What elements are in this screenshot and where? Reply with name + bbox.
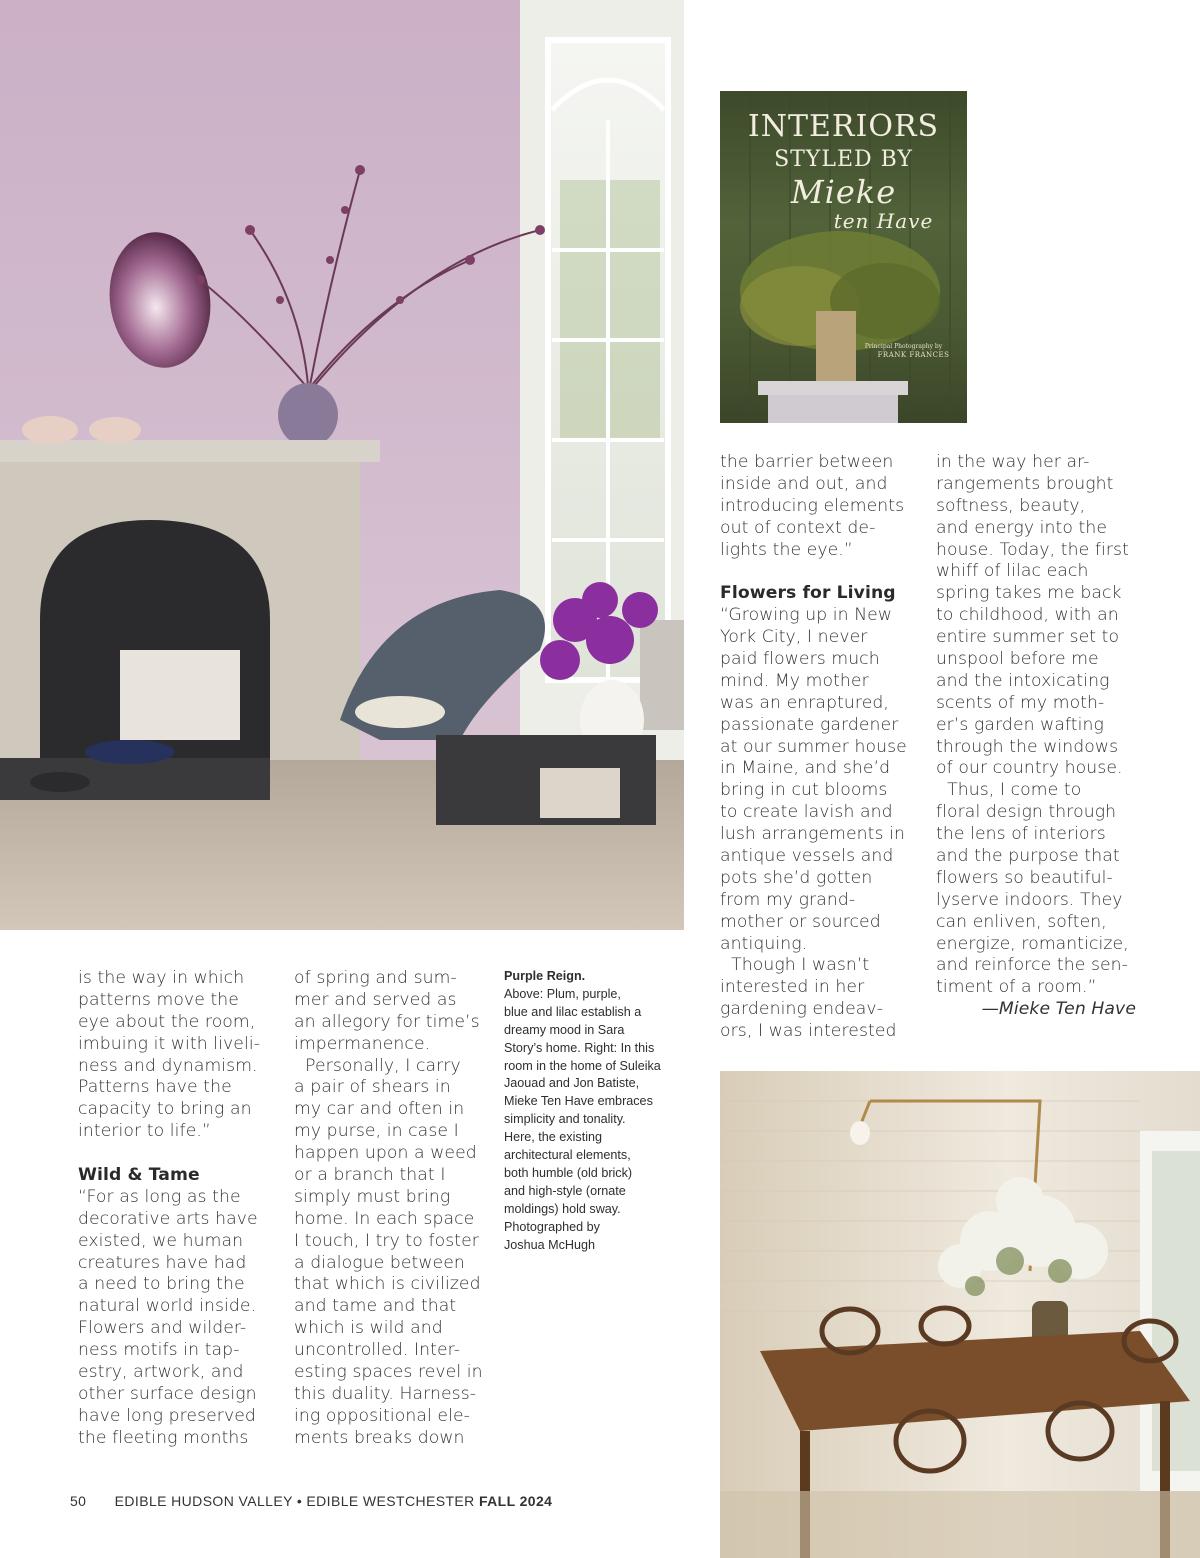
body-line: a pair of shears in [294,1077,451,1098]
body-line: at our summer house [720,736,907,757]
caption-line: simplicity and tonality. [504,1112,626,1127]
body-line: lyserve indoors. They [936,889,1123,910]
spacer-line [720,561,920,583]
body-line: ness motifs in tap- [78,1340,240,1361]
caption-title: Purple Reign. [504,969,586,983]
body-line: ing oppositional ele- [294,1405,470,1426]
body-line: Thus, I come to [936,780,1082,801]
dining-room-illustration [720,1071,1200,1558]
body-line: esting spaces revel in [294,1362,483,1383]
body-line: “Growing up in New [720,605,893,626]
caption-line: Joshua McHugh [504,1237,596,1252]
body-line: to childhood, with an [936,605,1119,626]
body-line: creatures have had [78,1252,247,1273]
body-line: mer and served as [294,989,457,1010]
caption-line: blue and lilac establish a [504,1004,642,1019]
body-line: a need to bring the [78,1274,245,1295]
body-line: ors, I was interested [720,1021,897,1042]
body-line: er’s garden wafting [936,714,1104,735]
body-line: of our country house. [936,758,1123,779]
body-line: decorative arts have [78,1208,258,1229]
body-line: have long preserved [78,1405,256,1426]
body-line: antique vessels and [720,846,894,867]
body-line: existed, we human [78,1230,244,1251]
body-column-left-b [294,968,494,1450]
body-line: paid flowers much [720,649,880,670]
body-line: Though I wasn’t [720,955,870,976]
body-line: passionate gardener [720,714,899,735]
living-room-photo [0,0,684,930]
body-line: other surface design [78,1383,257,1404]
book-credit-name: FRANK FRANCES [877,351,950,359]
body-line: from my grand- [720,889,856,910]
body-column-left-a [78,968,278,1450]
body-line: and reinforce the sen- [936,955,1128,976]
section-heading-flowers-for-living: Flowers for Living [720,583,896,604]
body-line: this duality. Harness- [294,1383,477,1404]
body-line: lush arrangements in [720,824,905,845]
body-line: impermanence. [294,1033,431,1054]
body-line: capacity to bring an [78,1099,252,1120]
body-line: and energy into the [936,517,1108,538]
body-line: an allegory for time’s [294,1011,480,1032]
body-line: entire summer set to [936,627,1120,648]
body-line: imbuing it with liveli- [78,1033,261,1054]
body-line: ments breaks down [294,1427,465,1448]
body-line: whiff of lilac each [936,561,1089,582]
body-line: introducing elements [720,495,905,516]
caption-line: Photographed by [504,1219,600,1234]
body-line: Personally, I carry [294,1055,461,1076]
body-line: interior to life.” [78,1121,211,1142]
body-line: the barrier between [720,452,894,472]
body-line: of spring and sum- [294,968,457,988]
body-line: gardening endeav- [720,999,883,1020]
body-line: ness and dynamism. [78,1055,258,1076]
body-line: scents of my moth- [936,692,1105,713]
caption-line: Here, the existing [504,1130,603,1145]
body-line: bring in cut blooms [720,780,888,801]
issue-label: FALL 2024 [478,1493,553,1509]
book-title-line4: ten Have [833,209,934,233]
body-line: “For as long as the [78,1186,241,1207]
book-credit-label: Principal Photography by [864,343,943,350]
page-footer [70,1493,552,1509]
living-room-illustration [0,0,684,930]
body-line: mother or sourced [720,911,881,932]
body-line: was an enraptured, [720,692,889,713]
body-line: flowers so beautiful- [936,867,1113,888]
body-line: home. In each space [294,1208,475,1229]
quote-attribution: —Mieke Ten Have [981,999,1136,1020]
body-line: eye about the room, [78,1011,256,1032]
body-line: is the way in which [78,968,245,988]
book-title-line2: STYLED BY [774,147,913,172]
spacer-line [78,1143,278,1165]
body-line: interested in her [720,977,865,998]
body-line: through the windows [936,736,1119,757]
body-line: in Maine, and she’d [720,758,891,779]
body-line: or a branch that I [294,1165,446,1186]
caption-line: Mieke Ten Have embraces [504,1094,653,1109]
body-line: simply must bring [294,1186,451,1207]
body-line: and the purpose that [936,846,1120,867]
caption-line: Story’s home. Right: In this [504,1040,655,1055]
body-line: lights the eye.” [720,539,853,560]
body-column-right-b [936,452,1136,1021]
body-line: timent of a room.” [936,977,1097,998]
book-cover-image [720,91,967,423]
caption-line: dreamy mood in Sara [504,1022,625,1037]
body-line: happen upon a weed [294,1143,477,1164]
publication-name: EDIBLE HUDSON VALLEY • EDIBLE WESTCHESTER [114,1493,475,1509]
body-line: uncontrolled. Inter- [294,1340,460,1361]
body-line: a dialogue between [294,1252,465,1273]
body-line: unspool before me [936,649,1099,670]
body-line: out of context de- [720,517,876,538]
body-line: my purse, in case I [294,1121,459,1142]
body-line: energize, romanticize, [936,933,1129,954]
body-line: which is wild and [294,1318,443,1339]
section-heading-wild-and-tame: Wild & Tame [78,1165,200,1186]
body-line: antiquing. [720,933,808,954]
body-line: to create lavish and [720,802,893,823]
body-column-right-a [720,452,920,1043]
body-line: floral design through [936,802,1117,823]
body-line: the lens of interiors [936,824,1106,845]
book-title-line1: INTERIORS [747,109,940,144]
body-line: York City, I never [720,627,868,648]
body-line: patterns move the [78,989,239,1010]
body-line: Flowers and wilder- [78,1318,247,1339]
body-line: that which is civilized [294,1274,481,1295]
caption-line: Jaouad and Jon Batiste, [504,1076,640,1091]
body-line: estry, artwork, and [78,1362,244,1383]
body-line: I touch, I try to foster [294,1230,479,1251]
body-line: my car and often in [294,1099,465,1120]
photo-caption [504,968,689,1255]
body-line: the fleeting months [78,1427,249,1448]
body-line: softness, beauty, [936,495,1086,516]
caption-line: architectural elements, [504,1148,631,1163]
body-line: can enliven, soften, [936,911,1107,932]
body-line: pots she’d gotten [720,867,873,888]
dining-room-photo [720,1071,1200,1558]
caption-line: room in the home of Suleika [504,1058,661,1073]
caption-line: and high-style (ornate [504,1183,626,1198]
page-number: 50 [70,1493,87,1509]
body-line: inside and out, and [720,473,888,494]
body-line: natural world inside. [78,1296,257,1317]
body-line: spring takes me back [936,583,1122,604]
body-line: and the intoxicating [936,670,1110,691]
body-line: rangements brought [936,473,1114,494]
body-line: mind. My mother [720,670,869,691]
caption-line: moldings) hold sway. [504,1201,621,1216]
body-line: house. Today, the first [936,539,1129,560]
body-line: in the way her ar- [936,452,1090,472]
body-line: Patterns have the [78,1077,232,1098]
caption-line: both humble (old brick) [504,1165,633,1180]
body-line: and tame and that [294,1296,457,1317]
book-title-line3: Mieke [790,173,897,211]
caption-line: Above: Plum, purple, [504,986,621,1001]
